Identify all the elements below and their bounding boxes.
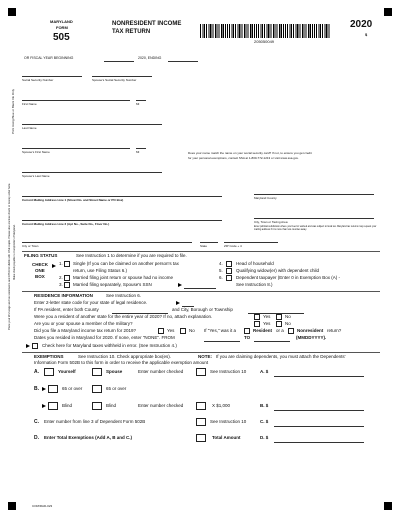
row-b-arrow-1 [42,387,46,391]
prior-return-resident-label: Resident [253,328,273,333]
ssn-label: Social Security Number [22,78,54,82]
filing-status-4-checkbox[interactable] [226,261,232,267]
mi-field[interactable] [136,100,146,101]
row-c-label: C. [34,419,39,425]
row-b-amount-field[interactable] [274,410,364,411]
ink-instruction: Print Using Blue or Black Ink Only [11,88,15,134]
prior-return-question: Did you file a Maryland income tax return for 2019? [34,328,137,333]
check-one-arrow [52,264,56,268]
military-yes-label: Yes [263,321,271,326]
spouse-last-name-label: Spouse's Last Name [22,174,50,178]
filing-option-4-text: Head of household [236,261,274,266]
address2-label: Current Mailing Address Line 2 (Apt No., Suite No., Floor No.) [22,222,110,226]
fiscal-begin-field[interactable] [104,61,134,62]
prior-return-resident-checkbox[interactable] [244,328,250,334]
first-name-field[interactable] [22,100,130,101]
age-65-yourself-label: 65 or over [62,386,83,391]
attach-instruction: Place your W-2 wage and tax statements and ATTACH HERE with ONE staple. Please also enclose check or money order here. [8,182,11,330]
row-b-arrow-2 [42,404,46,408]
row-b-number-label: Enter number checked [138,403,184,408]
spouse-first-name-field[interactable] [22,148,130,149]
filing-option-2-text: Married filing joint return or spouse had no income [73,275,174,280]
spouse-label: Spouse [106,369,123,374]
military-question: Are you or your spouse a member of the military? [34,321,133,326]
spouse-first-name-label: Spouse's First Name [22,150,50,154]
form-title-line2: TAX RETURN [112,29,151,35]
spouse-ssn-arrow [178,283,182,287]
other-state-yes-label: Yes [263,314,271,319]
military-yes-checkbox[interactable] [254,321,260,327]
city-taxing-area-note: Enter political subdivision where you lived or worked and was subject to local tax. Maryland tax returns may request your mailing address if it is more than two counties away. [254,226,377,231]
yourself-checkbox[interactable] [44,368,54,376]
row-d-amount-field[interactable] [274,442,364,443]
filing-status-6-checkbox[interactable] [226,275,232,281]
form-number: 505 [53,32,70,43]
withheld-arrow [26,344,30,348]
registration-mark-top-right [384,8,392,16]
row-b-number-field[interactable] [196,402,206,410]
prior-return-no-checkbox[interactable] [180,328,186,334]
row-a-number-field[interactable] [196,368,206,376]
address1-field[interactable] [22,196,222,197]
last-name-field[interactable] [22,124,162,125]
dates-resided-label: Dates you resided in Maryland for 2020. If none, enter "NONE". FROM [34,335,175,340]
row-c-instruction: See Instruction 10 [210,419,247,424]
filing-option-4-num: 4. [219,261,223,266]
filing-option-1-num: 1. [59,261,63,266]
dates-from-field[interactable] [204,341,240,342]
spouse-ssn-label: Spouse's Social Security Number [92,78,137,82]
form-label: FORM [56,25,68,30]
prior-return-nonresident-checkbox[interactable] [288,328,294,334]
zip-field[interactable] [224,242,278,243]
row-a-number-label: Enter number checked [138,369,184,374]
withheld-in-error-checkbox[interactable] [32,343,38,349]
row-a-amount-field[interactable] [274,376,364,377]
fiscal-year-ending: 2020, ENDING [138,56,162,60]
exemptions-divider [22,352,380,353]
other-state-question: Were you a resident of another state for the entire year of 2020? If no, attach explanation. [34,314,213,319]
spouse-last-name-field[interactable] [22,172,162,173]
exemptions-note-label: NOTE: [198,354,212,359]
state-field[interactable] [200,242,218,243]
row-b-amount-label: B. $ [260,403,269,408]
prior-return-nonresident-label: Nonresident [297,328,324,333]
blind-yourself-label: Blind [62,403,73,408]
row-d-number-field[interactable] [196,434,206,442]
fiscal-year-label: OR FISCAL YEAR BEGINNING [24,56,74,60]
check-one-box-label-3: BOX [35,274,45,279]
row-c-number-field[interactable] [196,418,206,426]
tax-year: 2020 [350,19,373,30]
filing-option-1-text-cont: return, use Filing Status 6.) [73,268,128,273]
city-label: City or Town [22,244,39,248]
filing-option-3-num: 3. [59,282,63,287]
exemptions-heading: EXEMPTIONS [34,354,64,359]
blind-spouse-label: Blind [106,403,117,408]
filing-spouse-ssn-field[interactable] [184,288,216,289]
exemptions-note-text: If you are claiming dependents, you must attach the Dependents' [216,354,346,359]
military-no-checkbox[interactable] [276,321,282,327]
county-field[interactable] [254,194,374,195]
residence-instruction: See Instruction 6. [106,293,142,298]
residence-heading: RESIDENCE INFORMATION [34,293,93,298]
blind-spouse-checkbox[interactable] [92,402,102,410]
filing-status-5-checkbox[interactable] [226,268,232,274]
ssn-field[interactable] [22,76,82,77]
prior-return-or-label: or a [276,328,284,333]
form-code: COM/RAD-023 [32,504,53,508]
prior-return-return-label: return? [327,328,342,333]
other-state-no-label: No [285,314,291,319]
barcode [200,24,330,38]
prior-return-yes-label: Yes [167,328,175,333]
filing-option-6-text-cont: See Instruction 8.) [236,282,273,287]
filing-status-heading: FILING STATUS [24,253,58,258]
row-d-total-label: Total Amount [212,435,241,440]
year-suffix: $ [365,32,368,37]
blind-yourself-checkbox[interactable] [48,402,58,410]
row-b-label: B. [34,386,39,392]
prior-return-yes-checkbox[interactable] [158,328,164,334]
row-a-instruction: See Instruction 10 [210,369,247,374]
address2-field[interactable] [22,220,222,221]
dates-to-field[interactable] [254,341,290,342]
filing-status-instruction: See Instruction 1 to determine if you are required to file. [76,253,187,258]
registration-mark-bottom-right [384,502,392,510]
address1-label: Current Mailing Address Line 1 (Street No. and Street Name or PO Box) [22,198,124,202]
spouse-ssn-field[interactable] [92,76,152,77]
other-state-yes-checkbox[interactable] [254,314,260,320]
residence-state-code-label: Enter 2-letter state code for your state of legal residence. [34,300,148,305]
state-name: MARYLAND [50,19,73,24]
city-taxing-area-label: City, Town or Taxing Area [254,220,288,224]
dates-to-label: TO [244,335,251,340]
filing-status-1-checkbox[interactable] [64,261,70,267]
barcode-number: 205050049 [254,39,275,44]
pa-city-label: and City, Borough or Township [172,307,233,312]
check-instruction: Make check payable to Comptroller of Maryland. [13,224,16,280]
state-label: State [200,244,208,248]
fiscal-end-field[interactable] [168,61,198,62]
state-code-arrow [176,301,180,305]
city-field[interactable] [22,242,192,243]
registration-mark-top-left [8,8,16,16]
filing-option-5-num: 5. [219,268,223,273]
row-c-text: Enter number from line 3 of Dependent Form 502B [44,419,146,424]
first-name-label: First Name [22,102,37,106]
spouse-checkbox[interactable] [92,368,102,376]
military-no-label: No [285,321,291,326]
check-one-box-label-1: CHECK [32,262,49,267]
city-taxing-area-field[interactable] [254,218,374,219]
residence-divider [22,291,380,292]
ssn-note-line2: for your personal exemptions, contact SSA at 1-800-772-1213 or visit www.ssa.gov. [188,156,299,160]
filing-status-3-checkbox[interactable] [64,282,70,288]
row-d-amount-label: D. $ [260,435,269,440]
other-state-no-checkbox[interactable] [276,314,282,320]
spouse-mi-field[interactable] [136,148,146,149]
age-65-spouse-label: 65 or over [106,386,127,391]
pa-county-label: If PA resident, enter both County [34,307,99,312]
registration-mark-bottom-left [8,502,16,510]
row-b-multiplier: X $1,000 [212,403,231,408]
check-one-box-label-2: ONE [35,268,45,273]
exemptions-note-text-cont: Information Form 502B to this form in order to receive the applicable exemption amount [34,360,209,365]
age-65-yourself-checkbox[interactable] [48,385,58,393]
age-65-spouse-checkbox[interactable] [92,385,102,393]
prior-return-no-label: No [189,328,195,333]
filing-status-2-checkbox[interactable] [64,275,70,281]
filing-option-5-text: Qualifying widow(er) with dependent child [236,268,320,273]
row-a-label: A. [34,369,39,375]
county-label: Maryland County [254,196,277,200]
form-title-line1: NONRESIDENT INCOME [112,21,182,27]
mi-label: MI [136,102,140,106]
filing-option-1-text: Single (If you can be claimed on another person's tax [73,261,179,266]
dates-format-label: (MMDDYYYY). [296,335,327,340]
filing-option-2-num: 2. [59,275,63,280]
row-a-amount-label: A. $ [260,369,269,374]
filing-option-6-num: 6. [219,275,223,280]
spouse-mi-label: MI [136,150,140,154]
row-c-amount-label: C. $ [260,419,269,424]
row-d-text: Enter Total Exemptions (Add A, B and C.) [44,435,133,440]
exemptions-intro: See Instruction 10. Check appropriate box(es). [78,354,172,359]
last-name-label: Last Name [22,126,37,130]
withheld-in-error-label: Check here for Maryland taxes withheld in error. (See Instruction 4.) [42,343,177,348]
prior-return-type-label: If "Yes," was it a [204,328,237,333]
ssn-note-line1: Does your name match the name on your social security card? If not, to ensure you get credit [188,151,312,155]
row-c-amount-field[interactable] [274,426,364,427]
filing-option-6-text: Dependent taxpayer (Enter 0 in Exemption Box (A) - [236,275,341,280]
zip-label: ZIP Code + 4 [224,244,242,248]
yourself-label: Yourself [58,369,76,374]
filing-status-divider [22,251,380,252]
row-d-label: D. [34,435,39,441]
filing-option-3-text: Married filing separately, Spouse's SSN [73,282,152,287]
